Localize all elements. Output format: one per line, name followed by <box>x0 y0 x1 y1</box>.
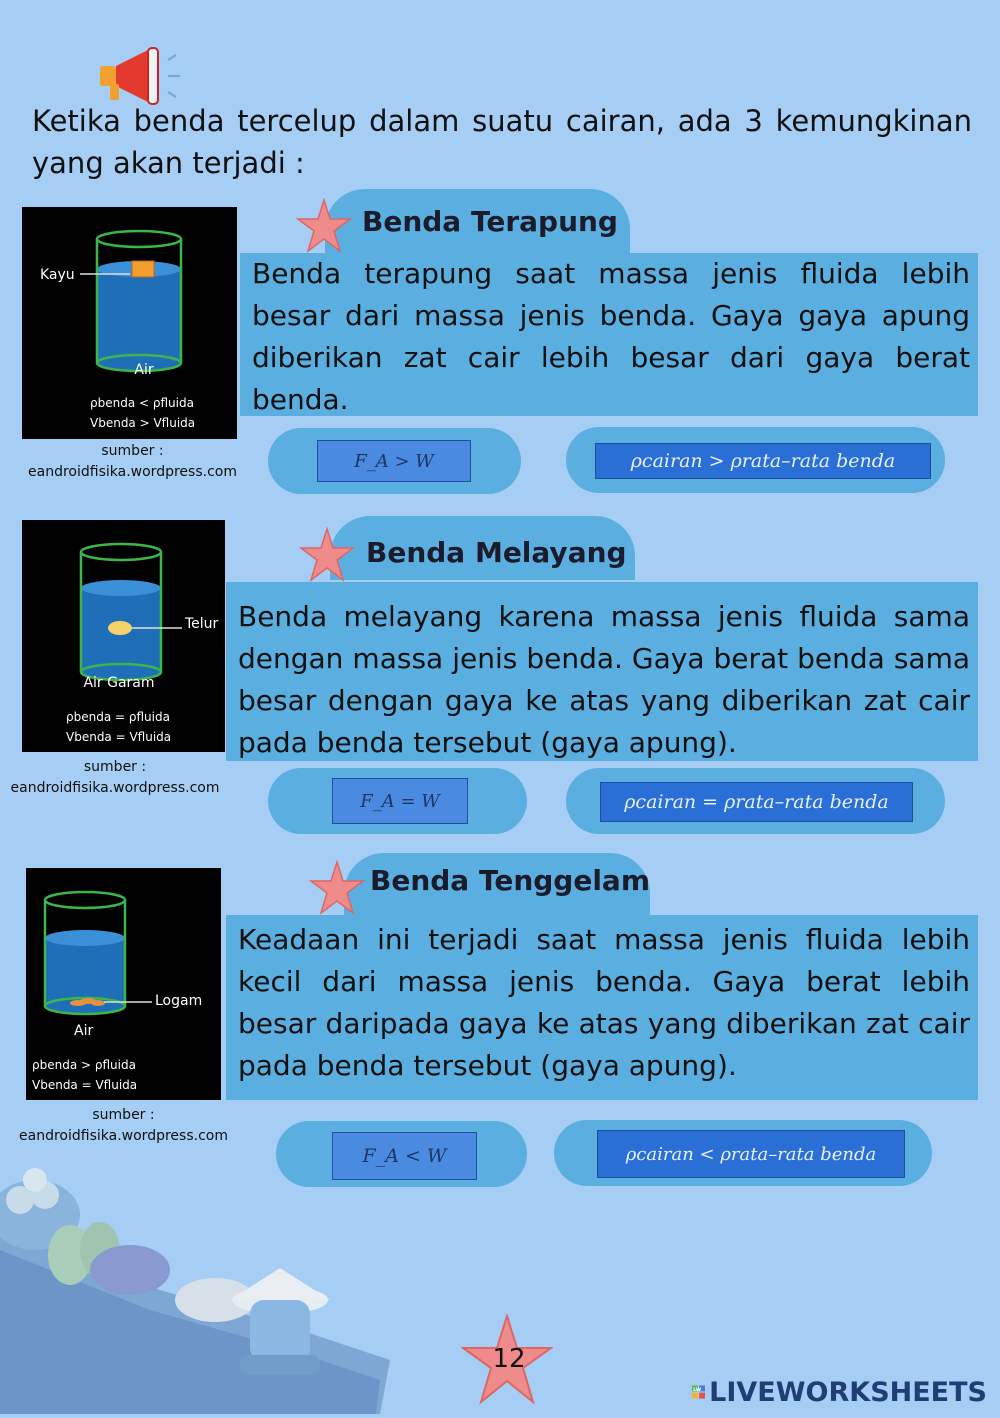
image-line-1: ρbenda > ρfluida <box>32 1058 136 1072</box>
liquid-label: Air <box>74 1023 94 1039</box>
section-description: Keadaan ini terjadi saat massa jenis fluida lebih kecil dari massa jenis benda. Gaya berat lebih besar daripada gaya ke atas yang diberikan zat cair pada benda tersebut (gaya apung). <box>226 915 978 1100</box>
image-source <box>6 1105 241 1147</box>
liveworksheets-logo-icon <box>692 1381 705 1403</box>
formula-text: F_A > W <box>354 450 434 472</box>
source-link: eandroidfisika.wordpress.com <box>10 780 220 796</box>
brand-name: LIVEWORKSHEETS <box>709 1376 987 1408</box>
image-line-2: Vbenda > Vfluida <box>90 416 196 430</box>
source-label: sumber : <box>101 443 164 459</box>
source-link: eandroidfisika.wordpress.com <box>28 464 237 480</box>
object-label: Telur <box>185 616 219 632</box>
formula-text: F_A = W <box>360 790 440 812</box>
formula-text: ρcairan = ρrata–rata benda <box>624 791 889 813</box>
formula-density <box>600 782 913 822</box>
starfish-icon <box>296 198 352 254</box>
liveworksheets-logo <box>692 1376 987 1408</box>
image-line-2: Vbenda = Vfluida <box>66 730 172 744</box>
source-label: sumber : <box>83 759 147 775</box>
formula-force <box>332 778 468 824</box>
formula-force <box>317 440 471 482</box>
image-source <box>10 441 255 483</box>
image-line-1: ρbenda = ρfluida <box>66 710 170 724</box>
formula-density <box>597 1130 905 1178</box>
formula-text: ρcairan < ρrata–rata benda <box>625 1143 877 1165</box>
formula-text: F_A < W <box>362 1145 447 1167</box>
image-line-1: ρbenda < ρfluida <box>90 396 194 410</box>
page-number: 12 <box>492 1344 526 1374</box>
section-title: Benda Tenggelam <box>370 864 650 897</box>
boat-illustration <box>0 1160 420 1414</box>
object-label: Logam <box>155 993 203 1009</box>
starfish-icon <box>309 860 365 916</box>
object-label: Kayu <box>40 267 75 283</box>
formula-text: ρcairan > ρrata–rata benda <box>630 450 896 472</box>
section-description: Benda terapung saat massa jenis fluida lebih besar dari massa jenis benda. Gaya gaya apung diberikan zat cair lebih besar dari gaya berat benda. <box>240 253 978 416</box>
sinking-illustration <box>26 868 221 1100</box>
image-source <box>0 757 230 799</box>
suspended-illustration <box>22 520 225 752</box>
logo-letters: LW <box>693 1387 702 1393</box>
intro-text: Ketika benda tercelup dalam suatu cairan, ada 3 kemungkinan yang akan terjadi : <box>32 104 972 180</box>
section-title: Benda Terapung <box>362 205 618 238</box>
liquid-label: Air <box>134 362 154 378</box>
source-label: sumber : <box>92 1107 155 1123</box>
formula-density <box>595 443 931 479</box>
section-title: Benda Melayang <box>366 536 627 569</box>
image-line-2: Vbenda = Vfluida <box>32 1078 138 1092</box>
source-link: eandroidfisika.wordpress.com <box>19 1128 228 1144</box>
floating-illustration <box>22 207 237 439</box>
section-description: Benda melayang karena massa jenis fluida sama dengan massa jenis benda. Gaya berat benda sama besar dengan gaya ke atas yang diberikan zat cair pada benda tersebut (gaya apung). <box>226 582 978 761</box>
starfish-icon <box>299 527 355 583</box>
megaphone-icon <box>96 46 186 106</box>
liquid-label: Air Garam <box>83 675 155 691</box>
